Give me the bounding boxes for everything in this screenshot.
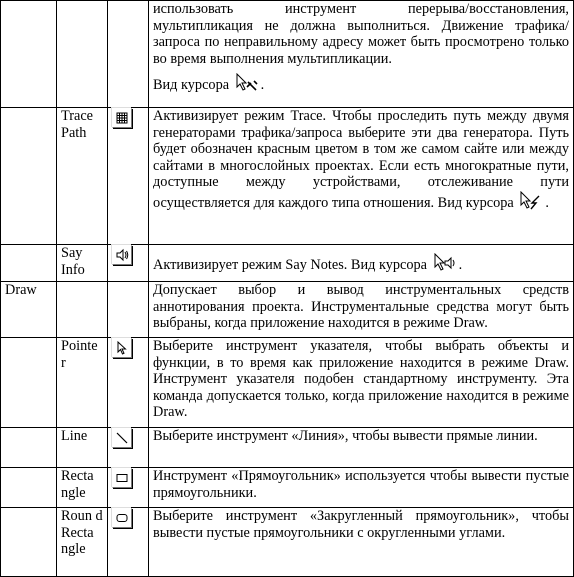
table-row xyxy=(1,468,574,508)
tool-icon-cell xyxy=(108,508,149,577)
group-cell: Draw xyxy=(1,282,57,338)
group-cell xyxy=(1,1,57,108)
description-cell xyxy=(149,1,574,108)
description-text: Допускает выбор и вывод инструментальных средств аннотирования проекта. Инструментальные средства могут быть выбраны, когда приложение находится в режиме Draw. xyxy=(153,282,569,332)
tool-name-cell: Roun d Recta ngle xyxy=(57,508,108,577)
description-text: Активизирует режим Say Notes. Вид курсора xyxy=(153,257,428,273)
tool-icon-cell xyxy=(108,245,149,282)
rounded-rectangle-icon[interactable] xyxy=(112,508,132,528)
tool-name-cell: Line xyxy=(57,428,108,468)
description-cell xyxy=(149,468,574,508)
table-row xyxy=(1,508,574,577)
table-row xyxy=(1,1,574,108)
pointer-arrow-icon[interactable] xyxy=(112,338,132,358)
table-row xyxy=(1,108,574,245)
table-row xyxy=(1,428,574,468)
tool-icon-cell xyxy=(108,1,149,108)
tool-icon-cell xyxy=(108,428,149,468)
description-cell xyxy=(149,338,574,428)
cursor-label: Вид курсора xyxy=(153,77,230,94)
group-cell xyxy=(1,338,57,428)
tool-icon-cell xyxy=(108,468,149,508)
arrow-lightning-cursor-icon xyxy=(519,191,543,211)
tool-icon-cell xyxy=(108,108,149,245)
description-cell xyxy=(149,282,574,338)
line-icon[interactable] xyxy=(112,428,132,448)
tool-name-cell xyxy=(57,1,108,108)
table-row xyxy=(1,338,574,428)
tool-name-cell xyxy=(57,282,108,338)
cursor-line: Вид курсора . xyxy=(153,73,569,94)
tool-icon-cell xyxy=(108,338,149,428)
rectangle-icon[interactable] xyxy=(112,468,132,488)
group-cell xyxy=(1,428,57,468)
tool-name-cell: Say Info xyxy=(57,245,108,282)
description-cell: Активизирует режим Trace. Чтобы проследить путь между двумя генераторами трафика/запроса выберите эти два генератора. Путь будет обозначен красным цветом в том же самом сайте или между сайтами в многослойных проектах. Если есть многократные пути, доступные между устройствами, отслеживание пути осуществляется для каждого типа отношения. Вид курсора . xyxy=(149,108,574,245)
description-text: Выберите инструмент указателя, чтобы выбрать объекты и функции, в то время как приложение находится в режиме Draw. Инструмент указателя подобен стандартному инструменту. Эта команда допускается только, когда приложение находится в режиме Draw. xyxy=(153,338,569,421)
description-text: Инструмент «Прямоугольник» используется чтобы вывести пустые прямоугольники. xyxy=(153,468,569,501)
description-cell xyxy=(149,428,574,468)
description-text: использовать инструмент перерыва/восстановления, мультипликация не должна выполниться. Движение трафика/запроса по неправильному адресу может быть просмотрено только во время выполнения мультипликации. xyxy=(153,1,569,67)
arrow-wrench-cursor-icon xyxy=(235,73,259,93)
table-row xyxy=(1,245,574,282)
arrow-speaker-cursor-icon xyxy=(433,253,457,273)
table-row xyxy=(1,282,574,338)
description-cell: Активизирует режим Say Notes. Вид курсора . xyxy=(149,245,574,282)
description-cell xyxy=(149,508,574,577)
description-text: Выберите инструмент «Закругленный прямоугольник», чтобы вывести пустые прямоугольники с округленными углами. xyxy=(153,508,569,541)
group-cell xyxy=(1,108,57,245)
group-cell xyxy=(1,508,57,577)
speaker-icon[interactable] xyxy=(112,245,132,265)
tool-name-cell: Trace Path xyxy=(57,108,108,245)
group-cell xyxy=(1,245,57,282)
group-cell xyxy=(1,468,57,508)
description-text: Активизирует режим Trace. Чтобы проследить путь между двумя генераторами трафика/запроса выберите эти два генератора. Путь будет обозначен красным цветом в том же самом сайте или между сайтами в многослойных проектах. Если есть многократные пути, доступные между устройствами, отслеживание пути осуществляется для каждого типа отношения. Вид курсора xyxy=(153,108,569,211)
description-text: Выберите инструмент «Линия», чтобы вывести прямые линии. xyxy=(153,428,538,444)
tool-icon-cell xyxy=(108,282,149,338)
tool-name-cell: Recta ngle xyxy=(57,468,108,508)
tool-name-cell: Pointe r xyxy=(57,338,108,428)
grid-icon[interactable] xyxy=(112,108,132,128)
